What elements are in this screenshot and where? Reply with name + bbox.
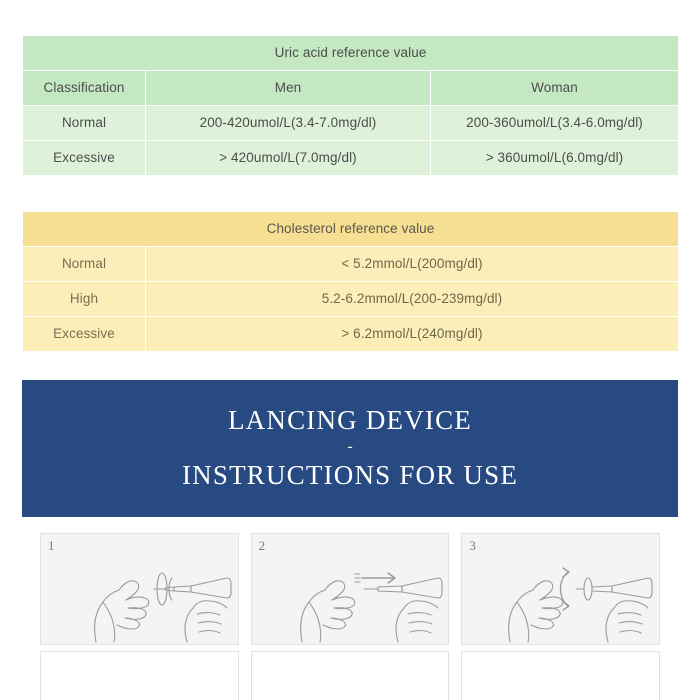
cell-excessive-woman: > 360umol/L(6.0mg/dl) <box>431 141 679 176</box>
step-panel-1 <box>40 533 239 645</box>
cell-normal-value: < 5.2mmol/L(200mg/dl) <box>146 247 679 282</box>
row-label-excessive: Excessive <box>23 317 146 352</box>
cell-normal-woman: 200-360umol/L(3.4-6.0mg/dl) <box>431 106 679 141</box>
step-3-illustration <box>462 534 660 644</box>
cholesterol-table <box>22 211 679 352</box>
table-spacer-row <box>23 176 679 211</box>
cholesterol-title: Cholesterol reference value <box>23 212 679 247</box>
step-caption-3 <box>461 651 660 700</box>
uric-acid-title: Uric acid reference value <box>23 36 679 71</box>
cell-excessive-men: > 420umol/L(7.0mg/dl) <box>146 141 431 176</box>
table-row <box>23 106 679 141</box>
table-row <box>23 36 679 71</box>
cell-excessive-value: > 6.2mmol/L(240mg/dl) <box>146 317 679 352</box>
column-header-classification: Classification <box>23 71 146 106</box>
spacer-cell-right <box>431 176 679 211</box>
step-2-illustration <box>252 534 450 644</box>
table-row <box>23 212 679 247</box>
step-caption-1 <box>40 651 239 700</box>
step-number-1: 1 <box>48 538 55 553</box>
table-row <box>23 317 679 352</box>
step-panel-2 <box>251 533 450 645</box>
step-1-illustration <box>41 534 239 644</box>
step-captions <box>40 651 660 700</box>
row-label-excessive: Excessive <box>23 141 146 176</box>
instructions-banner <box>22 380 678 517</box>
column-header-woman: Woman <box>431 71 679 106</box>
uric-acid-table <box>22 35 679 211</box>
cell-high-value: 5.2-6.2mmol/L(200-239mg/dl) <box>146 282 679 317</box>
table-row <box>23 247 679 282</box>
row-label-normal: Normal <box>23 247 146 282</box>
spacer-cell-middle <box>146 176 431 211</box>
step-caption-2 <box>251 651 450 700</box>
row-label-high: High <box>23 282 146 317</box>
column-header-men: Men <box>146 71 431 106</box>
banner-separator: - <box>347 438 353 455</box>
step-illustrations <box>40 533 660 645</box>
spacer-cell-left <box>23 176 146 211</box>
banner-title-line1: LANCING DEVICE <box>227 405 473 436</box>
table-row <box>23 141 679 176</box>
row-label-normal: Normal <box>23 106 146 141</box>
table-row <box>23 282 679 317</box>
step-number-2: 2 <box>258 538 266 553</box>
cell-normal-men: 200-420umol/L(3.4-7.0mg/dl) <box>146 106 431 141</box>
reference-tables <box>22 35 678 352</box>
step-panel-3 <box>461 533 660 645</box>
table-row <box>23 71 679 106</box>
banner-title-line2: INSTRUCTIONS FOR USE <box>181 460 519 490</box>
step-number-3: 3 <box>469 538 476 553</box>
